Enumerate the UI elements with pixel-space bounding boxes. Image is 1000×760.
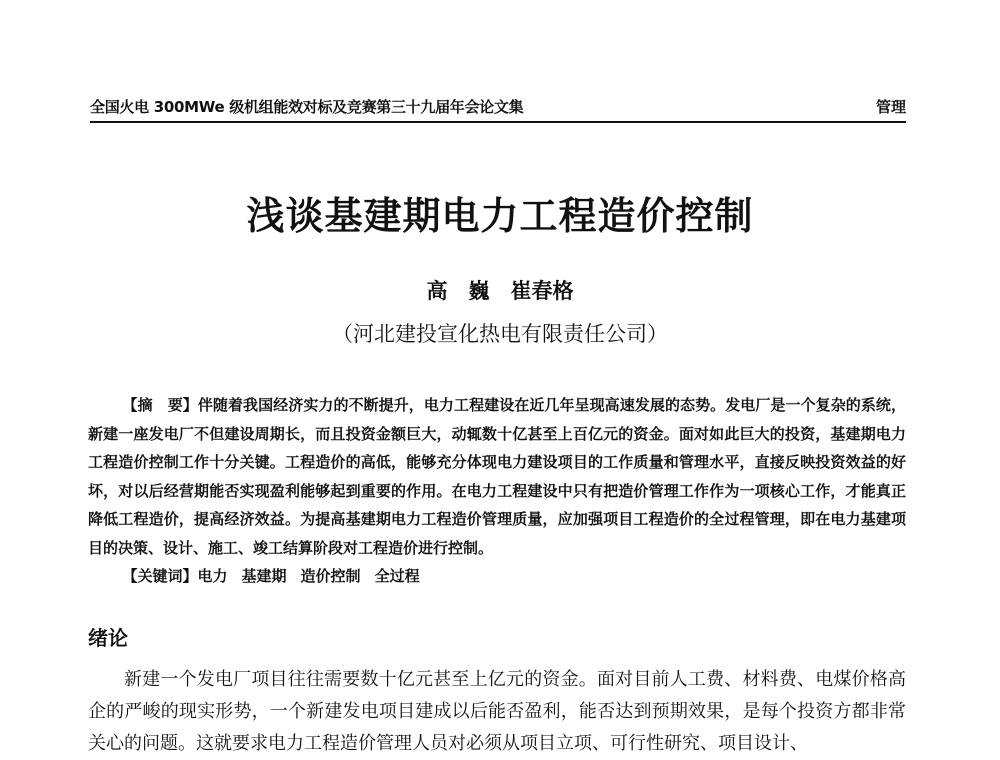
running-head-proceedings-title: 全国火电 300MWe 级机组能效对标及竞赛第三十九届年会论文集 [90, 98, 524, 116]
keywords-label: 【关键词】 [122, 567, 198, 585]
section-heading: 绪论 [88, 626, 128, 650]
body-paragraph: 新建一个发电厂项目往往需要数十亿元甚至上亿元的资金。面对目前人工费、材料费、电煤价格高企的严峻的现实形势，一个新建发电项目建成以后能否盈利，能否达到预期效果，是每个投资方都非常关心的问题。这就要求电力工程造价管理人员对必须从项目立项、可行性研究、项目设计、 [88, 669, 906, 754]
keyword: 电力 [197, 567, 228, 585]
abstract [88, 391, 906, 562]
running-head [90, 96, 906, 120]
keyword: 基建期 [241, 567, 287, 585]
running-head-section: 管理 [875, 98, 906, 116]
keyword: 全过程 [374, 567, 420, 585]
paper-affiliation: （河北建投宣化热电有限责任公司） [332, 322, 668, 346]
abstract-label: 【摘 要】 [122, 396, 198, 414]
keywords [88, 565, 906, 586]
header-rule [90, 121, 906, 123]
abstract-text: 伴随着我国经济实力的不断提升，电力工程建设在近几年呈现高速发展的态势。发电厂是一个复杂的系统，新建一座发电厂不但建设周期长，而且投资金额巨大，动辄数十亿甚至上百亿元的资金。面对如此巨大的投资，基建期电力工程造价控制工作十分关键。工程造价的高低，能够充分体现电力建设项目的工作质量和管理水平，直接反映投资效益的好坏，对以后经营期能否实现盈利能够起到重要的作用。在电力工程建设中只有把造价管理工作作为一项核心工作，才能真正降低工程造价，提高经济效益。为提高基建期电力工程造价管理质量，应加强项目工程造价的全过程管理，即在电力基建项目的决策、设计、施工、竣工结算阶段对工程造价进行控制。 [88, 396, 906, 557]
keyword: 造价控制 [300, 567, 361, 585]
paper-authors: 高 巍 崔春格 [426, 278, 574, 303]
paper-title: 浅谈基建期电力工程造价控制 [246, 194, 754, 238]
